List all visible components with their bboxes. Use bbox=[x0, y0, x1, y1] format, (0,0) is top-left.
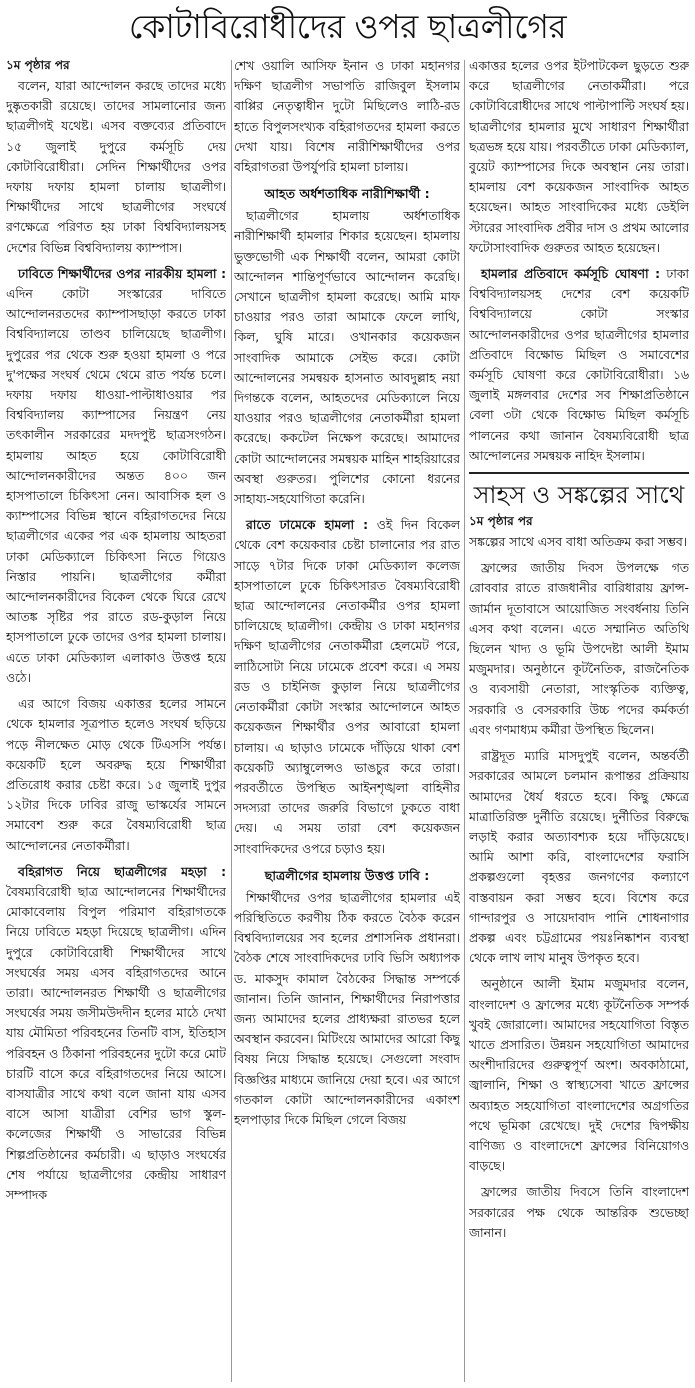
paragraph: অনুষ্ঠানে আলী ইমাম মজুমদার বলেন, বাংলাদেশ ও ফ্রান্সের মধ্যে কূটনৈতিক সম্পর্ক খুবই জোরালো। আমাদের সহযোগিতা বিস্তৃত খাতে প্রসারিত। উন্নয়ন সহযোগিতা আমাদের অংশীদারিদের গুরুত্বপূর্ণ অংশ। অবকাঠামো, জ্বালানি, শিক্ষা ও স্বাস্থ্যসেবা খাতে ফ্রান্সের অব্যাহত সহযোগিতা বাংলাদেশের অগ্রগতির পথে ভূমিকা রেখেছে। দুই দেশের দ্বিপক্ষীয় বাণিজ্য ও বাংলাদেশে ফ্রান্সের বিনিয়োগও বাড়ছে। bbox=[469, 977, 689, 1174]
page-continuation-ref: ১ম পৃষ্ঠার পর bbox=[469, 514, 533, 529]
inline-subheading: রাতে ঢামেকে হামলা : bbox=[246, 518, 369, 533]
page-continuation-ref: ১ম পৃষ্ঠার পর bbox=[6, 58, 70, 72]
column-1 bbox=[6, 56, 226, 1384]
paragraph: ফ্রান্সের জাতীয় দিবস উপলক্ষে গত রোববার রাতে রাজধানীর বারিধারায় ফ্রান্স-জার্মান দূতাবাসে আয়োজিত সংবর্ধনায় তিনি এসব কথা বলেন। এতে সম্মানিত অতিথি ছিলেন খাদ্য ও ভূমি উপদেষ্টা আলী ইমাম মজুমদার। অনুষ্ঠানে কূটনৈতিক, রাজনৈতিক ও ব্যবসায়ী নেতারা, সাংস্কৃতিক ব্যক্তিত্ব, সরকারি ও বেসরকারি উচ্চ পদের কর্মকর্তা এবং গণমাধ্যম কর্মীরা উপস্থিত ছিলেন। bbox=[469, 561, 689, 737]
paragraph-text: বৈষম্যবিরোধী ছাত্র আন্দোলনের শিক্ষার্থীদের মোকাবেলায় বিপুল পরিমাণ বহিরাগতকে নিয়ে ঢাবিতে মহড়া দিয়েছে ছাত্রলীগ। এদিন দুপুরে কোটাবিরোধী শিক্ষার্থীদের সাথে সংঘর্ষের সময় এসব বহিরাগতদের আনে তারা। আন্দোলনরত শিক্ষার্থী ও ছাত্রলীগের সংঘর্ষের সময় জসীমউদদীন হলের মাঠে দেখা যায় মৌমিতা পরিবহনের তিনটি বাস, ইতিহাস পরিবহন ও ঠিকানা পরিবহনের দুটো করে মোট চারটি বাসে করে বহিরাগতদের নিয়ে আসে। বাসযাত্রীর সাথে কথা বলে জানা যায় এসব বাসে আসা যাত্রীরা বেশির ভাগ স্কুল-কলেজের শিক্ষার্থী ও সাভারের বিভিন্ন শিল্পপ্রতিষ্ঠানের কর্মচারী। এ ছাড়াও সংঘর্ষের শেষ পর্যায়ে ছাত্রলীগের কেন্দ্রীয় সাধারণ সম্পাদক bbox=[6, 884, 226, 1202]
paragraph bbox=[6, 862, 226, 1205]
paragraph-text: এদিন কোটা সংস্কারের দাবিতে আন্দোলনরতদের ক্যাম্পাসছাড়া করতে ঢাকা বিশ্ববিদ্যালয়ে তাণ্ডব চালিয়েছে ছাত্রলীগ। দুপুরের পর থেকে শুরু হওয়া হামলা ও পরে দু'পক্ষের সংঘর্ষ থেমে থেমে রাত পর্যন্ত চলে। দফায় দফায় ধাওয়া-পাল্টাধাওয়ার পর বিশ্ববিদ্যালয় ক্যাম্পাসের নিয়ন্ত্রণ নেয় তৎকালীন সরকারের মদদপুষ্ট ছাত্রসংগঠন। হামলায় আহত হয়ে কোটাবিরোধী আন্দোলনকারীদের অন্তত ৪০০ জন হাসপাতালে চিকিৎসা নেন। আবাসিক হল ও ক্যাম্পাসের বিভিন্ন স্থানে বহিরাগতদের নিয়ে ছাত্রলীগের একের পর এক হামলায় আহতরা ঢাকা মেডিক্যালে চিকিৎসা নিতে গিয়েও নিস্তার পায়নি। ছাত্রলীগের কর্মীরা আন্দোলনকারীদের বিকেল থেকে ঘিরে রেখে আতঙ্ক সৃষ্টির পর রাতে রড-কুড়াল নিয়ে হাসপাতালে ঢুকে তাদের ওপর হামলা চালায়। এতে ঢাকা মেডিক্যাল এলাকাও উত্তপ্ত হয়ে ওঠে। bbox=[6, 287, 226, 685]
article-columns bbox=[6, 56, 689, 1384]
paragraph-text: ওই দিন বিকেল থেকে বেশ কয়েকবার চেষ্টা চালানোর পর রাত সাড়ে ৭টার দিকে ঢাকা মেডিক্যাল কলেজ হাসপাতালে ঢুকে চিকিৎসারত বৈষম্যবিরোধী ছাত্র আন্দোলনের নেতাকর্মীর ওপর হামলা চালিয়েছে ছাত্রলীগ। কেন্দ্রীয় ও ঢাকা মহানগর দক্ষিণ ছাত্রলীগের নেতাকর্মীরা হেলমেট পরে, লাঠিসোটা নিয়ে ঢামেকে প্রবেশ করে। এ সময় রড ও চাইনিজ কুড়াল নিয়ে ছাত্রলীগের নেতাকর্মীরা কোটা সংস্কার আন্দোলনে আহত কয়েকজন শিক্ষার্থীর ওপর আবারো হামলা চালায়। এ ছাড়াও ঢামেকে দাঁড়িয়ে থাকা বেশ কয়েকটি অ্যাম্বুলেন্সও ভাঙচুর করে তারা। পরবর্তীতে উপস্থিত আইনশৃঙ্খলা বাহিনীর সদস্যরা তাদের জরুরি বিভাগে ঢুকতে বাধা দেয়। এ সময় তারা বেশ কয়েকজন সাংবাদিকদের ওপরে চড়াও হয়। bbox=[234, 518, 460, 856]
paragraph: ছাত্রলীগের হামলায় অর্ধশতাধিক নারীশিক্ষার্থী হামলার শিকার হয়েছেন। হামলায় ভুক্তভোগী এক শিক্ষার্থী বলেন, আমরা কোটা আন্দোলন শান্তিপূর্ণভাবে আন্দোলন করেছি। সেখানে ছাত্রলীগ হামলা করেছে। আমি মাফ চাওয়ার পরও তারা আমাকে ফেলে লাথি, কিল, ঘুষি মারে। ওখানকার কয়েকজন সাংবাদিক আমাকে সেইভ করে। কোটা আন্দোলনের সমন্বয়ক হাসনাত আবদুল্লাহ নয়া দিগন্তকে বলেন, আহতদের মেডিক্যালে নিয়ে যাওয়ার পরও ছাত্রলীগের নেতাকর্মীরা হামলা করেছে। ককটেল নিক্ষেপ করেছে। আমাদের কোটা আন্দোলনের সমন্বয়ক মাহিন শাহরিয়ারের অবস্থা গুরুতর। পুলিশের কোনো ধরনের সাহায্য-সহযোগিতা করেনি। bbox=[234, 209, 460, 507]
column-3 bbox=[469, 56, 689, 1384]
paragraph: শেখ ওয়ালি আসিফ ইনান ও ঢাকা মহানগর দক্ষিণ ছাত্রলীগ সভাপতি রাজিবুল ইসলাম বাপ্পির নেতৃত্বাধীন দুটো মিছিলেও লাঠি-রড হাতে বিপুলসংখ্যক বহিরাগতদের হামলা করতে দেখা যায়। বিশেষ নারীশিক্ষার্থীদের ওপর বহিরাগতরা উপর্যুপরি হামলা চালায়। bbox=[234, 59, 460, 175]
paragraph: এর আগে বিজয় একাত্তর হলের সামনে থেকে হামলার সূত্রপাত হলেও সংঘর্ষ ছড়িয়ে পড়ে নীলক্ষেত মোড় থেকে টিএসসি পর্যন্ত। কয়েকটি হলে অবরুদ্ধ হয়ে শিক্ষার্থীরা প্রতিরোধ করার চেষ্টা করে। ১৫ জুলাই দুপুর ১২টার দিকে ঢাবির রাজু ভাস্কর্যের সামনে সমাবেশ শুরু করে বৈষম্যবিরোধী ছাত্র আন্দোলনের নেতাকর্মীরা। bbox=[6, 697, 226, 853]
paragraph-text: ঢাকা বিশ্ববিদ্যালয়সহ দেশের বেশ কয়েকটি বিশ্ববিদ্যালয়ে কোটা সংস্কার আন্দোলনকারীদের ওপর ছাত্রলীগের হামলার প্রতিবাদে বিক্ষোভ মিছিল ও সমাবেশের কর্মসূচি ঘোষণা করে কোটাবিরোধীরা। ১৬ জুলাই মঙ্গলবার দেশের সব শিক্ষাপ্রতিষ্ঠানে বেলা ৩টা থেকে বিক্ষোভ মিছিল কর্মসূচি পালনের কথা জানান বৈষম্যবিরোধী ছাত্র আন্দোলনের সমন্বয়ক নাহিদ ইসলাম। bbox=[469, 267, 689, 463]
paragraph: সঙ্কল্পের সাথে এসব বাধা অতিক্রম করা সম্ভব। bbox=[469, 535, 688, 550]
paragraph: বলেন, যারা আন্দোলন করছে তাদের মধ্যে দুষ্কৃতকারী রয়েছে। তাদের সামলানোর জন্য ছাত্রলীগই যথেষ্ট। এসব বক্তব্যের প্রতিবাদে ১৫ জুলাই দুপুরে কর্মসূচি দেয় কোটাবিরোধীরা। সেদিন শিক্ষার্থীদের ওপর দফায় দফায় হামলা চালায় ছাত্রলীগ। শিক্ষার্থীদের সাথে ছাত্রলীগের সংঘর্ষে রণক্ষেত্রে পরিণত হয় ঢাকা বিশ্ববিদ্যালয়সহ দেশের বিভিন্ন বিশ্ববিদ্যালয় ক্যাম্পাস। bbox=[6, 79, 226, 255]
paragraph bbox=[6, 264, 226, 688]
subheading: ছাত্রলীগের হামলায় উত্তপ্ত ঢাবি : bbox=[264, 867, 430, 883]
paragraph: ফ্রান্সের জাতীয় দিবসে তিনি বাংলাদেশ সরকারের পক্ষ থেকে আন্তরিক শুভেচ্ছা জানান। bbox=[469, 1185, 689, 1240]
subheading: আহত অর্ধশতাধিক নারীশিক্ষার্থী : bbox=[264, 186, 430, 202]
paragraph bbox=[469, 264, 689, 466]
paragraph bbox=[234, 515, 460, 858]
inline-subheading: হামলার প্রতিবাদে কর্মসূচি ঘোষণা : bbox=[481, 267, 661, 282]
inline-subheading: ঢাবিতে শিক্ষার্থীদের ওপর নারকীয় হামলা : bbox=[18, 266, 226, 281]
paragraph: শিক্ষার্থীদের ওপর ছাত্রলীগের হামলার এই পরিস্থিতিতে করণীয় ঠিক করতে বৈঠক করেন বিশ্ববিদ্যালয়ের সব হলের প্রশাসনিক প্রধানরা। বৈঠক শেষে সাংবাদিকদের ঢাবি ভিসি অধ্যাপক ড. মাকসুদ কামাল বৈঠকের সিদ্ধান্ত সম্পর্কে জানান। তিনি জানান, শিক্ষার্থীদের নিরাপত্তার জন্য আমাদের হলের প্রাধ্যক্ষরা রাতভর হলে অবস্থান করবেন। মিটিংয়ে আমাদের আরো কিছু বিষয় নিয়ে সিদ্ধান্ত হয়েছে। সেগুলো সংবাদ বিজ্ঞপ্তির মাধ্যমে জানিয়ে দেয়া হবে। এর আগে গতকাল কোটা আন্দোলনকারীদের একাংশ হলপাড়ার দিকে মিছিল গেলে বিজয় bbox=[234, 890, 460, 1127]
column-2 bbox=[234, 56, 460, 1384]
paragraph: একাত্তর হলের ওপর ইটপাটকেল ছুড়তে শুরু করে ছাত্রলীগের নেতাকর্মীরা। পরে কোটাবিরোধীদের সাথে পাল্টাপাল্টি সংঘর্ষ হয়। ছাত্রলীগের হামলার মুখে সাধারণ শিক্ষার্থীরা ছত্রভঙ্গ হয়ে যায়। পরবর্তীতে ঢাকা মেডিক্যাল, বুয়েট ক্যাম্পাসের দিকে অবস্থান নেয় তারা। হামলায় বেশ কয়েকজন সাংবাদিক আহত হয়েছেন। আহত সাংবাদিকের মধ্যে ডেইলি স্টারের সাংবাদিক প্রবীর দাস ও প্রথম আলোর ফটোসাংবাদিক গুরুতর আহত হয়েছেন। bbox=[469, 59, 689, 255]
inline-subheading: বহিরাগত নিয়ে ছাত্রলীগের মহড়া : bbox=[18, 864, 226, 879]
main-headline: কোটাবিরোধীদের ওপর ছাত্রলীগের bbox=[128, 7, 567, 46]
secondary-headline: সাহস ও সঙ্কল্পের সাথে bbox=[469, 472, 689, 512]
paragraph: রাষ্ট্রদূত ম্যারি মাসদুপুই বলেন, অন্তর্বর্তী সরকারের আমলে চলমান রূপান্তর প্রক্রিয়ায় আমাদের ধৈর্য ধরতে হবে। কিছু ক্ষেত্রে মাত্রাতিরিক্ত দুর্নীতি রয়েছে। দুর্নীতির বিরুদ্ধে লড়াই করার অত্যাবশ্যক হয়ে দাঁড়িয়েছে। আমি আশা করি, বাংলাদেশের ফরাসি প্রকল্পগুলো বৃহত্তর জনগণের কল্যাণে বাস্তবায়ন করা সম্ভব হবে। বিশেষ করে গান্দারপুর ও সায়েদাবাদ পানি শোধনাগার প্রকল্প এবং চট্টগ্রামের পয়ঃনিষ্কাশন ব্যবস্থা থেকে লাখ লাখ মানুষ উপকৃত হবে। bbox=[469, 749, 689, 966]
